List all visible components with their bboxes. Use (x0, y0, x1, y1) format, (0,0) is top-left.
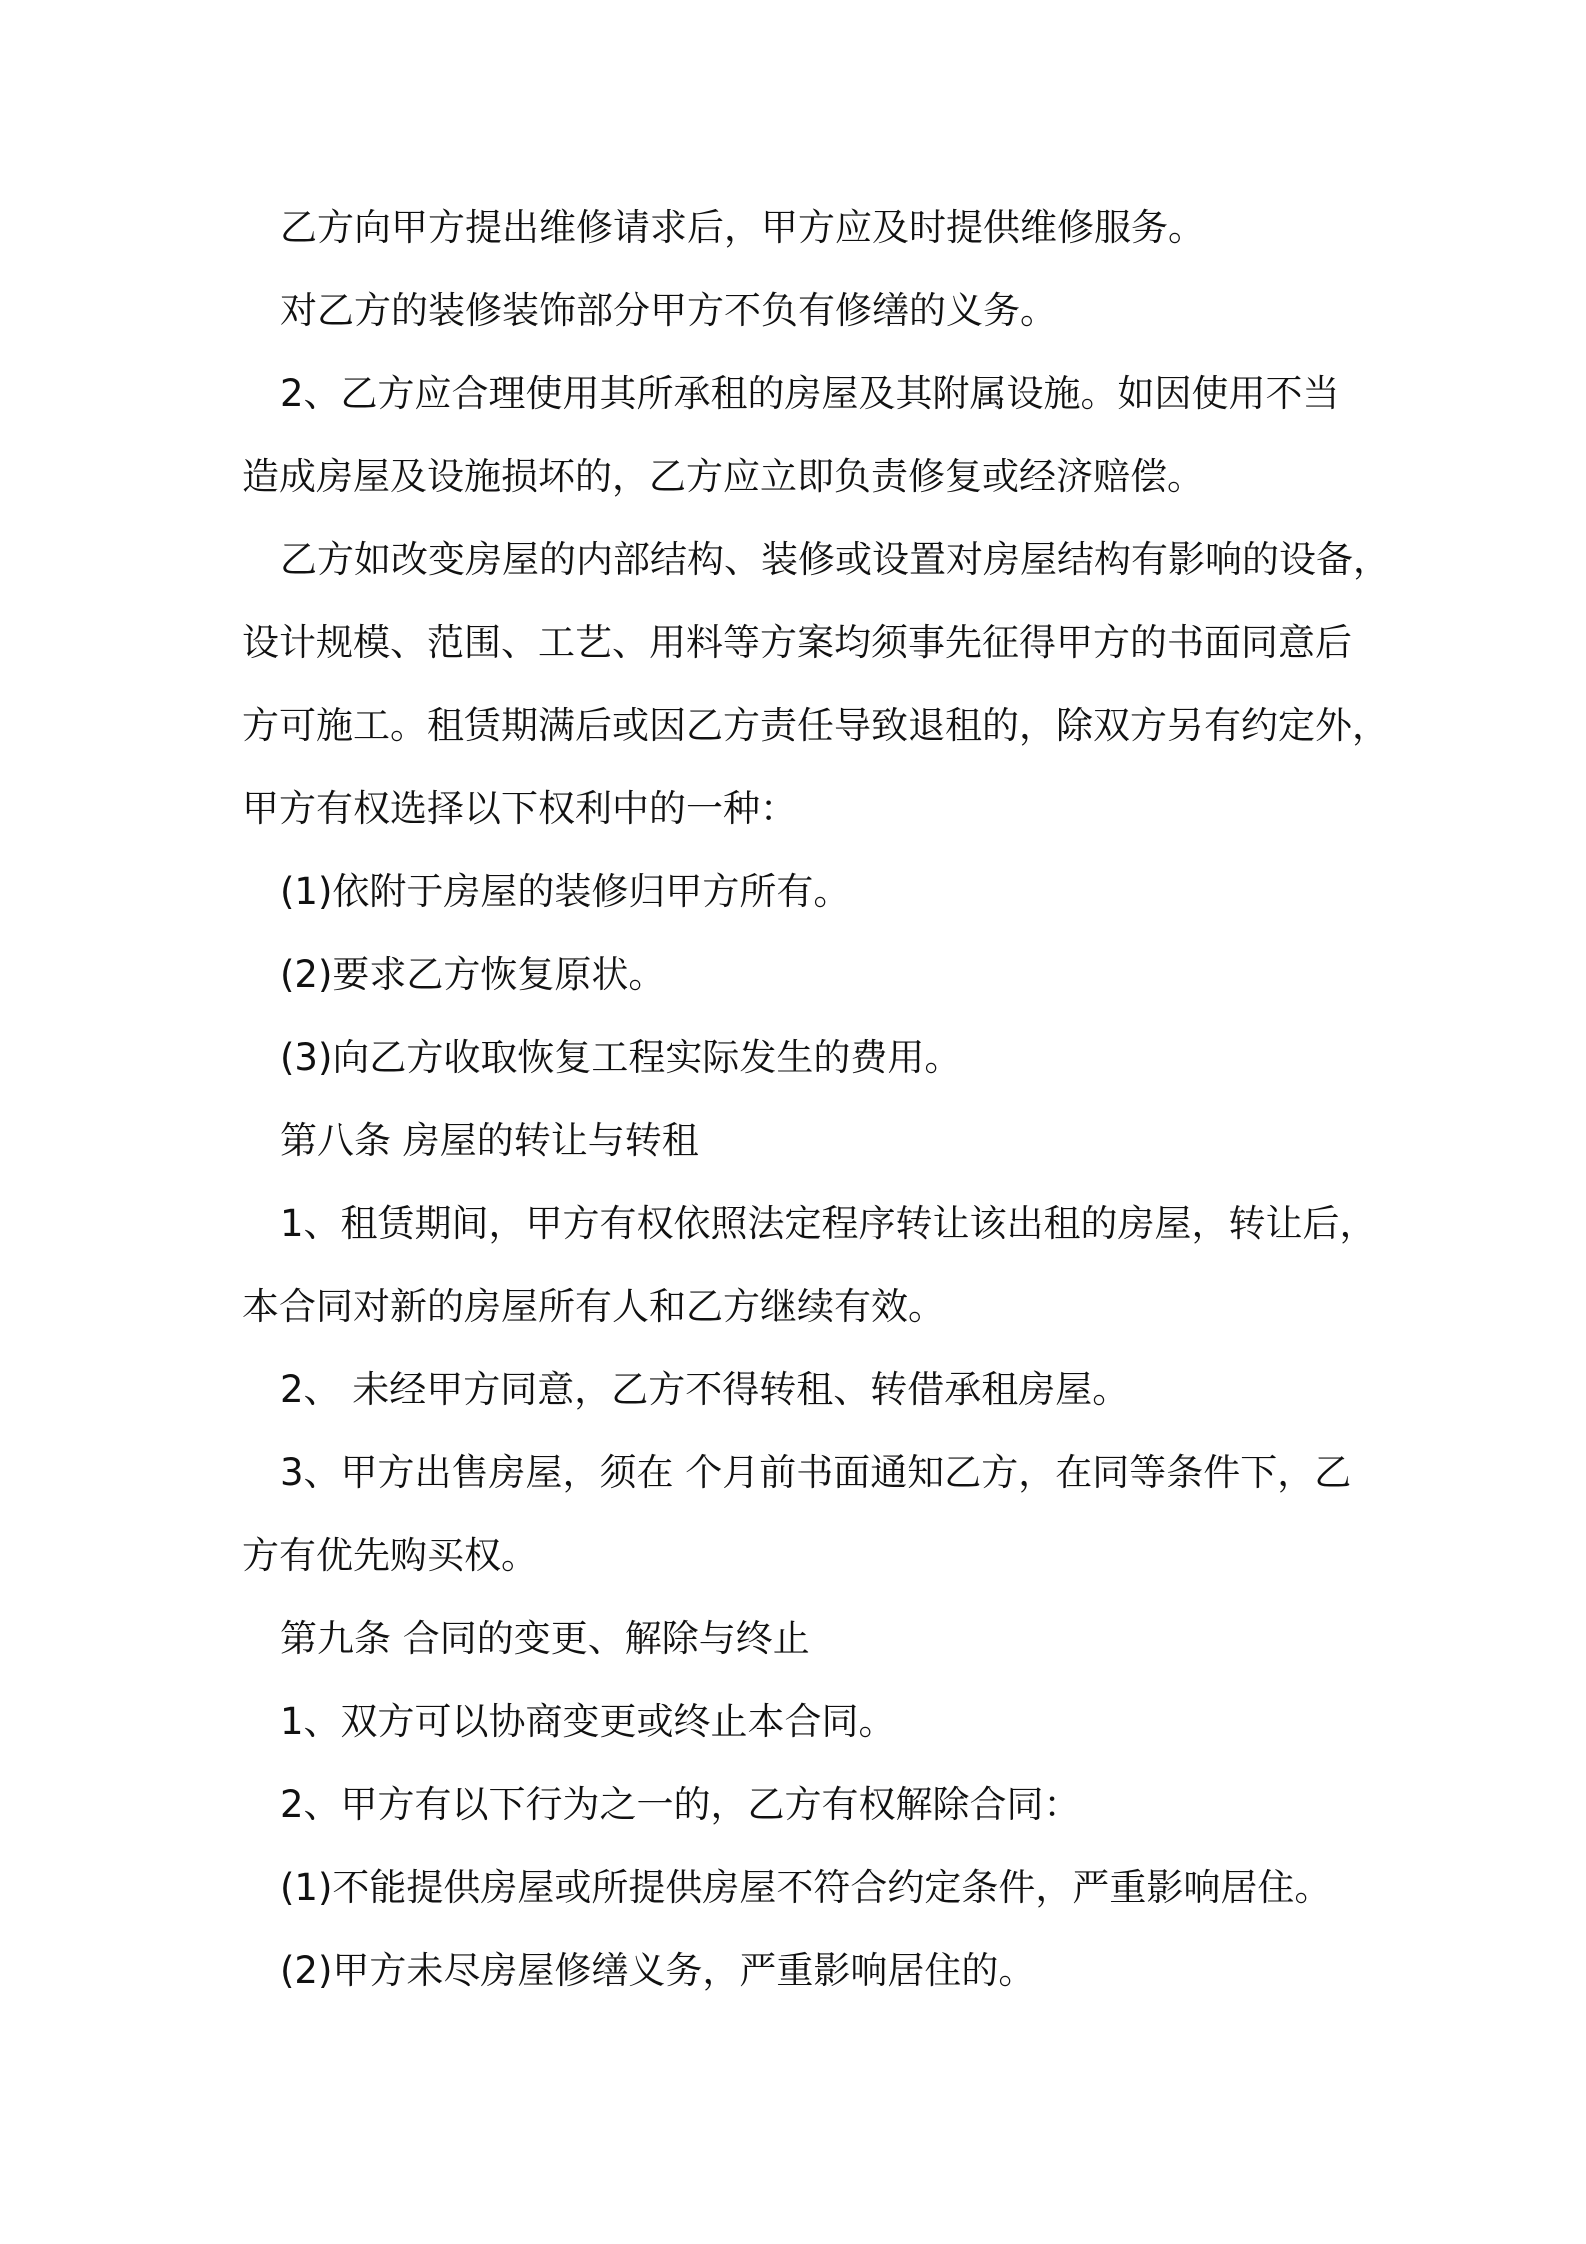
paragraph-line: (2)甲方未尽房屋修缮义务，严重影响居住的。 (280, 1949, 1036, 1992)
paragraph-line: 2、乙方应合理使用其所承租的房屋及其附属设施。如因使用不当 (280, 372, 1340, 415)
paragraph-line: 方有优先购买权。 (242, 1534, 538, 1577)
paragraph-line: 设计规模、范围、工艺、用料等方案均须事先征得甲方的书面同意后 (242, 621, 1352, 664)
paragraph-line: 方可施工。租赁期满后或因乙方责任导致退租的，除双方另有约定外， (242, 704, 1389, 747)
section-heading: 第九条 合同的变更、解除与终止 (280, 1617, 810, 1660)
paragraph-line: 1、双方可以协商变更或终止本合同。 (280, 1700, 896, 1743)
paragraph-line: 造成房屋及设施损坏的，乙方应立即负责修复或经济赔偿。 (242, 455, 1204, 498)
paragraph-line: 2、甲方有以下行为之一的，乙方有权解除合同： (280, 1783, 1081, 1826)
paragraph-line: 本合同对新的房屋所有人和乙方继续有效。 (242, 1285, 945, 1328)
paragraph-line: 对乙方的装修装饰部分甲方不负有修缮的义务。 (280, 289, 1057, 332)
paragraph-line: 1、租赁期间，甲方有权依照法定程序转让该出租的房屋，转让后， (280, 1202, 1377, 1245)
paragraph-line: (3)向乙方收取恢复工程实际发生的费用。 (280, 1036, 962, 1079)
paragraph-line: (1)依附于房屋的装修归甲方所有。 (280, 870, 851, 913)
paragraph-line: 乙方如改变房屋的内部结构、装修或设置对房屋结构有影响的设备， (280, 538, 1390, 581)
paragraph-line: 2、 未经甲方同意，乙方不得转租、转借承租房屋。 (280, 1368, 1130, 1411)
paragraph-line: 3、甲方出售房屋，须在 个月前书面通知乙方，在同等条件下，乙 (280, 1451, 1352, 1494)
paragraph-line: 甲方有权选择以下权利中的一种： (242, 787, 797, 830)
section-heading: 第八条 房屋的转让与转租 (280, 1119, 699, 1162)
paragraph-line: (1)不能提供房屋或所提供房屋不符合约定条件，严重影响居住。 (280, 1866, 1332, 1909)
paragraph-line: 乙方向甲方提出维修请求后，甲方应及时提供维修服务。 (280, 206, 1205, 249)
paragraph-line: (2)要求乙方恢复原状。 (280, 953, 666, 996)
